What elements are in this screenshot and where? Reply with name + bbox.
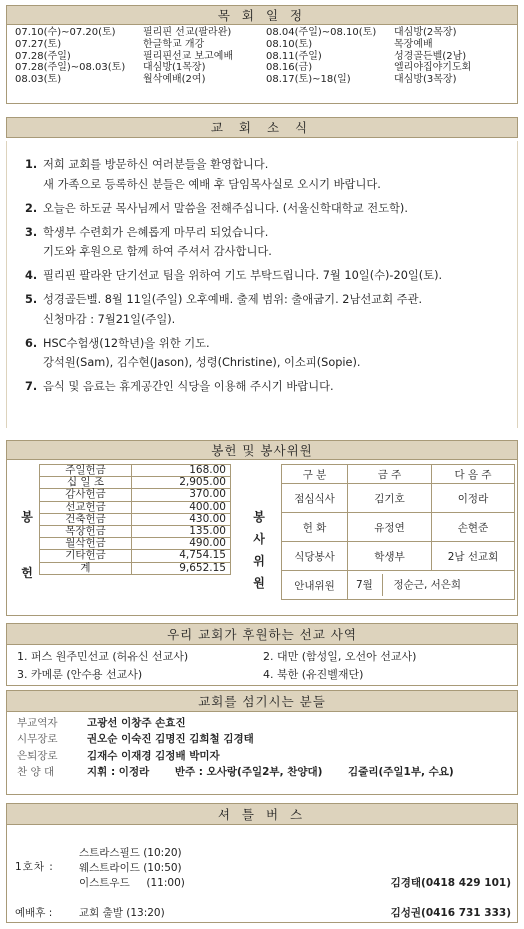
service-head: 금 주: [348, 465, 432, 484]
servants-role: 찬 양 대: [17, 766, 55, 779]
mission-item: 1. 퍼스 원주민선교 (허유신 선교사): [17, 650, 189, 663]
news-item: [25, 155, 517, 194]
mission-item: 2. 대만 (함성일, 오선아 선교사): [263, 650, 417, 663]
servants-names: 권오순 이숙진 김명진 김희철 김경태: [87, 733, 254, 746]
news-text: 성경골든벨. 8월 11일(주일) 오후예배. 출제 범위: 출애굽기. 2남선교회 주관.: [43, 293, 423, 306]
schedule-date: 08.16(금): [266, 62, 313, 74]
schedule-event: 한글학교 개강: [143, 38, 205, 50]
offering-key: 감사헌금: [40, 489, 132, 501]
service-side-char: 원: [253, 576, 265, 590]
shuttle-section: [6, 803, 518, 923]
schedule-date: 07.10(수)~07.20(토): [15, 27, 116, 38]
servants-role: 시무장로: [17, 733, 58, 746]
schedule-row: [15, 62, 266, 74]
shuttle-title: 셔 틀 버 스: [7, 804, 517, 825]
schedule-row: [266, 51, 517, 63]
offering-row: [40, 538, 231, 550]
news-title: 교 회 소 식: [6, 117, 518, 138]
offering-key: 십 일 조: [40, 477, 132, 489]
servants-names: 김재수 이재경 김정배 박미자: [87, 749, 220, 762]
offering-section: [6, 440, 518, 616]
news-text: 강석원(Sam), 김수현(Jason), 성령(Christine), 이소피(Sopie).: [43, 356, 361, 369]
mission-list: [7, 645, 517, 684]
schedule-event: 대심방(2목장): [394, 27, 457, 38]
news-text: 기도와 후원으로 함께 하여 주셔서 감사합니다.: [43, 245, 272, 258]
schedule-section: [6, 5, 518, 104]
offering-key: 계: [40, 562, 132, 574]
news-number: 4.: [25, 269, 38, 282]
schedule-row: [15, 74, 266, 86]
offering-row: [40, 465, 231, 477]
usher-row: [282, 571, 515, 600]
schedule-row: [15, 51, 266, 63]
offering-key: 월삭헌금: [40, 538, 132, 550]
servants-title: 교회를 섬기시는 분들: [7, 691, 517, 712]
schedule-row: [266, 74, 517, 86]
news-number: 3.: [25, 225, 38, 239]
news-text: 저희 교회를 방문하신 여러분들을 환영합니다.: [43, 158, 269, 171]
service-side-char: 사: [253, 532, 265, 546]
schedule-date: 08.03(토): [15, 74, 62, 86]
service-side-label: [251, 506, 267, 594]
offering-row: [40, 489, 231, 501]
usher-value: [348, 571, 515, 600]
schedule-grid: [7, 25, 517, 86]
news-text: HSC수험생(12학년)을 위한 기도.: [43, 336, 210, 350]
news-item: [25, 290, 517, 329]
mission-item: 4. 북한 (유진벨재단): [263, 668, 364, 681]
servants-role: 은퇴장로: [17, 749, 58, 762]
service-key: 점심식사: [282, 484, 348, 513]
service-this-week: 학생부: [348, 542, 432, 571]
service-side-char: 봉: [253, 510, 265, 524]
offering-table: [39, 464, 231, 575]
news-text: 음식 및 음료는 휴게공간인 식당을 이용해 주시기 바랍니다.: [43, 380, 334, 393]
usher-key: 안내위원: [282, 571, 348, 600]
offering-value: 135.00: [132, 525, 231, 537]
offering-row: [40, 525, 231, 537]
schedule-event: 엘리야집야기도회: [394, 62, 472, 74]
mission-title: 우리 교회가 후원하는 선교 사역: [7, 624, 517, 645]
servants-list: [7, 712, 517, 781]
schedule-event: 필리핀선교 보고예배: [143, 50, 234, 62]
service-head-row: [282, 465, 515, 484]
schedule-event: 대심방(3목장): [394, 74, 457, 86]
schedule-event: 대심방(1목장): [143, 62, 206, 74]
schedule-event: 월삭예배(2여): [143, 74, 206, 86]
servants-row: [17, 731, 517, 747]
servants-role: 부교역자: [17, 717, 58, 729]
shuttle-stop: 스트라스필드 (10:20): [79, 847, 182, 859]
news-section: [6, 141, 518, 428]
offering-value: 490.00: [132, 538, 231, 550]
servants-row: [17, 764, 517, 780]
service-key: 식당봉사: [282, 542, 348, 571]
schedule-date: 07.28(주일): [15, 50, 71, 62]
service-side-char: 위: [253, 554, 265, 568]
offering-value: 4,754.15: [132, 550, 231, 562]
schedule-row: [266, 39, 517, 51]
offering-key: 목장헌금: [40, 525, 132, 537]
service-row: [282, 484, 515, 513]
servants-row: [17, 748, 517, 764]
schedule-date: 07.27(토): [15, 38, 62, 50]
shuttle-sub-text: 교회 출발 (13:20): [79, 907, 165, 919]
service-row: [282, 513, 515, 542]
shuttle-sub-label: 예배후 :: [15, 907, 53, 919]
service-head: 다 음 주: [432, 465, 515, 484]
servants-names: 고광선 이창주 손효진: [87, 717, 186, 729]
schedule-date: 08.04(주일)~08.10(토): [266, 27, 377, 38]
offering-side-label: 봉: [21, 510, 33, 524]
schedule-row: [266, 27, 517, 39]
mission-item: 3. 카메룬 (안수용 선교사): [17, 668, 143, 681]
offering-row: [40, 501, 231, 513]
news-number: 5.: [25, 293, 38, 306]
news-item: [25, 199, 517, 219]
service-row: [282, 542, 515, 571]
servants-row: [17, 715, 517, 731]
offering-row: [40, 513, 231, 525]
schedule-row: [15, 27, 266, 39]
news-number: 1.: [25, 158, 38, 171]
offering-key: 건축헌금: [40, 513, 132, 525]
offering-value: 9,652.15: [132, 562, 231, 574]
news-item: [25, 377, 517, 397]
offering-side-label: 헌: [21, 566, 33, 580]
news-item: [25, 223, 517, 262]
schedule-right-column: [266, 27, 517, 86]
news-number: 7.: [25, 380, 38, 393]
schedule-title: 목 회 일 정: [7, 6, 517, 25]
service-head: 구 분: [282, 465, 348, 484]
usher-month: 7월: [356, 579, 373, 591]
offering-value: 2,905.00: [132, 477, 231, 489]
offering-title: 봉헌 및 봉사위원: [7, 441, 517, 460]
offering-key: 주일헌금: [40, 465, 132, 477]
offering-value: 370.00: [132, 489, 231, 501]
service-table: [281, 464, 515, 600]
shuttle-stop: 이스트우드 (11:00): [79, 877, 185, 889]
schedule-event: 필리핀 선교(팔라완): [143, 27, 232, 38]
service-key: 헌 화: [282, 513, 348, 542]
news-text: 필리핀 팔라완 단기선교 팀을 위하여 기도 부탁드립니다. 7월 10일(수)-20일(토).: [43, 269, 443, 282]
offering-value: 168.00: [132, 465, 231, 477]
schedule-event: 목장예배: [394, 38, 433, 50]
shuttle-car1-driver: 김경태(0418 429 101): [390, 877, 511, 889]
service-next-week: 이정라: [432, 484, 515, 513]
schedule-date: 08.10(토): [266, 38, 313, 50]
schedule-row: [266, 62, 517, 74]
schedule-left-column: [15, 27, 266, 86]
offering-key: 선교헌금: [40, 501, 132, 513]
service-this-week: 유정연: [348, 513, 432, 542]
service-this-week: 김기호: [348, 484, 432, 513]
offering-value: 430.00: [132, 513, 231, 525]
servants-section: [6, 690, 518, 795]
service-next-week: 손현준: [432, 513, 515, 542]
offering-row: [40, 550, 231, 562]
schedule-event: 성경골든벨(2남): [394, 50, 467, 62]
offering-value: 400.00: [132, 501, 231, 513]
servants-names: 지휘 : 이정라 반주 : 오사랑(주일2부, 찬양대) 김줄리(주일1부, 수요): [87, 766, 454, 779]
offering-body: [7, 460, 517, 616]
usher-names: 정순근, 서은희: [393, 579, 462, 591]
news-item: [25, 266, 517, 286]
usher-divider: [382, 574, 386, 596]
news-list: [25, 155, 517, 401]
schedule-date: 07.28(주일)~08.03(토): [15, 62, 126, 74]
offering-key: 기타헌금: [40, 550, 132, 562]
news-text: 신청마감 : 7월21일(주일).: [43, 312, 176, 326]
schedule-row: [15, 39, 266, 51]
news-number: 6.: [25, 336, 38, 350]
news-text: 새 가족으로 등록하신 분들은 예배 후 담임목사실로 오시기 바랍니다.: [43, 177, 381, 191]
schedule-date: 08.11(주일): [266, 50, 322, 62]
news-text: 학생부 수련회가 은혜롭게 마무리 되었습니다.: [43, 225, 269, 239]
schedule-date: 08.17(토)~18(일): [266, 74, 351, 86]
service-next-week: 2남 선교회: [432, 542, 515, 571]
mission-section: [6, 623, 518, 686]
news-text: 오늘은 하도균 목사님께서 말씀을 전해주십니다. (서울신학대학교 전도학).: [43, 201, 408, 215]
shuttle-sub-driver: 김성권(0416 731 333): [390, 907, 511, 919]
news-number: 2.: [25, 201, 38, 215]
offering-total-row: [40, 562, 231, 574]
shuttle-car1-label: 1호차 :: [15, 861, 54, 873]
news-item: [25, 334, 517, 373]
shuttle-stop: 웨스트라이드 (10:50): [79, 862, 182, 874]
